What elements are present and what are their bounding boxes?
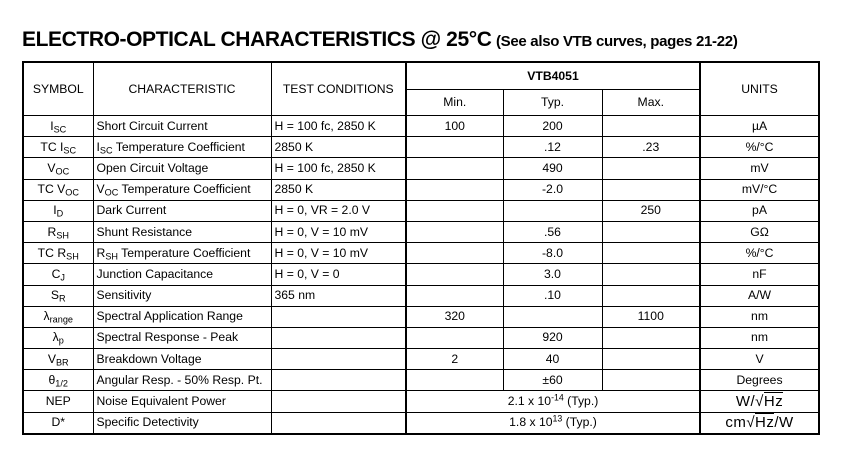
symbol-cell: $\lambda_{range}$ — [23, 306, 93, 327]
table-row — [23, 285, 819, 306]
characteristic-cell: Open Circuit Voltage — [93, 158, 271, 179]
table-row — [23, 179, 819, 200]
max-cell — [602, 349, 700, 370]
min-cell — [406, 264, 503, 285]
min-cell — [406, 221, 503, 242]
symbol-cell: TC $V_{OC}$ — [23, 179, 93, 200]
typ-cell: 920 — [503, 327, 602, 348]
condition-cell: H = 0, VR = 2.0 V — [271, 200, 406, 221]
condition-cell — [271, 327, 406, 348]
unit-cell: W/√Hz — [700, 391, 819, 412]
typ-cell: .12 — [503, 137, 602, 158]
symbol-cell: TC $R_{SH}$ — [23, 243, 93, 264]
page-title — [22, 28, 738, 52]
typ-cell: .56 — [503, 221, 602, 242]
symbol-cell: D* — [23, 412, 93, 434]
table-row — [23, 349, 819, 370]
symbol-cell: $I_{SC}$ — [23, 116, 93, 137]
characteristic-cell: Junction Capacitance — [93, 264, 271, 285]
symbol-cell: $R_{SH}$ — [23, 221, 93, 242]
table-row — [23, 137, 819, 158]
table-row — [23, 116, 819, 137]
condition-cell: 365 nm — [271, 285, 406, 306]
min-cell — [406, 158, 503, 179]
unit-cell: V — [700, 349, 819, 370]
typ-cell: 3.0 — [503, 264, 602, 285]
typ-value-cell: 1.8 x $10^{13}$ (Typ.) — [406, 412, 700, 434]
table-row — [23, 264, 819, 285]
characteristic-cell: Sensitivity — [93, 285, 271, 306]
header-units: UNITS — [700, 62, 819, 116]
table-row — [23, 327, 819, 348]
condition-cell: H = 0, V = 10 mV — [271, 221, 406, 242]
table-row — [23, 243, 819, 264]
characteristic-cell: $R_{SH}$ Temperature Coefficient — [93, 243, 271, 264]
characteristic-cell: Shunt Resistance — [93, 221, 271, 242]
min-cell — [406, 137, 503, 158]
max-cell: 250 — [602, 200, 700, 221]
electro-optical-table — [22, 61, 820, 435]
condition-cell — [271, 349, 406, 370]
max-cell: 1100 — [602, 306, 700, 327]
sqrt-icon: √ — [755, 392, 764, 410]
unit-cell: GΩ — [700, 221, 819, 242]
condition-cell — [271, 370, 406, 391]
header-min: Min. — [406, 90, 503, 116]
unit-cell: A/W — [700, 285, 819, 306]
symbol-cell: $V_{BR}$ — [23, 349, 93, 370]
symbol-cell: $S_R$ — [23, 285, 93, 306]
condition-cell: H = 0, V = 0 — [271, 264, 406, 285]
typ-cell: 490 — [503, 158, 602, 179]
table-row-dstar — [23, 412, 819, 434]
header-characteristic: CHARACTERISTIC — [93, 62, 271, 116]
typ-cell — [503, 306, 602, 327]
unit-cell: cm√Hz/W — [700, 412, 819, 434]
table-row — [23, 370, 819, 391]
max-cell — [602, 370, 700, 391]
symbol-cell: $\theta_{1/2}$ — [23, 370, 93, 391]
max-cell — [602, 116, 700, 137]
unit-cell: pA — [700, 200, 819, 221]
condition-cell: 2850 K — [271, 179, 406, 200]
characteristic-cell: $V_{OC}$ Temperature Coefficient — [93, 179, 271, 200]
header-typ: Typ. — [503, 90, 602, 116]
unit-cell: nm — [700, 306, 819, 327]
typ-cell: -2.0 — [503, 179, 602, 200]
characteristic-cell: Spectral Application Range — [93, 306, 271, 327]
min-cell — [406, 179, 503, 200]
condition-cell: H = 100 fc, 2850 K — [271, 158, 406, 179]
characteristic-cell: Spectral Response - Peak — [93, 327, 271, 348]
min-cell: 320 — [406, 306, 503, 327]
min-cell — [406, 243, 503, 264]
max-cell — [602, 264, 700, 285]
table-row — [23, 306, 819, 327]
characteristic-cell: Dark Current — [93, 200, 271, 221]
typ-cell: ±60 — [503, 370, 602, 391]
symbol-cell: NEP — [23, 391, 93, 412]
condition-cell: H = 0, V = 10 mV — [271, 243, 406, 264]
max-cell — [602, 158, 700, 179]
typ-cell: 200 — [503, 116, 602, 137]
symbol-cell: TC $I_{SC}$ — [23, 137, 93, 158]
unit-cell: nm — [700, 327, 819, 348]
typ-cell — [503, 200, 602, 221]
table-row-nep — [23, 391, 819, 412]
condition-cell — [271, 391, 406, 412]
typ-cell: 40 — [503, 349, 602, 370]
sqrt-icon: √ — [746, 413, 756, 431]
table-body — [23, 116, 819, 434]
characteristic-cell: Noise Equivalent Power — [93, 391, 271, 412]
unit-cell: mV — [700, 158, 819, 179]
unit-cell: mV/°C — [700, 179, 819, 200]
symbol-cell: $C_J$ — [23, 264, 93, 285]
table-row — [23, 158, 819, 179]
min-cell — [406, 327, 503, 348]
table-row — [23, 200, 819, 221]
condition-cell: 2850 K — [271, 137, 406, 158]
unit-cell: %/°C — [700, 137, 819, 158]
symbol-cell: $\lambda_p$ — [23, 327, 93, 348]
condition-cell — [271, 306, 406, 327]
characteristic-cell: Specific Detectivity — [93, 412, 271, 434]
min-cell — [406, 200, 503, 221]
unit-cell: %/°C — [700, 243, 819, 264]
typ-cell: -8.0 — [503, 243, 602, 264]
max-cell — [602, 221, 700, 242]
min-cell — [406, 285, 503, 306]
symbol-cell: $V_{OC}$ — [23, 158, 93, 179]
min-cell: 100 — [406, 116, 503, 137]
header-symbol: SYMBOL — [23, 62, 93, 116]
header-max: Max. — [602, 90, 700, 116]
unit-cell: Degrees — [700, 370, 819, 391]
max-cell — [602, 243, 700, 264]
condition-cell — [271, 412, 406, 434]
characteristic-cell: $I_{SC}$ Temperature Coefficient — [93, 137, 271, 158]
header-test-conditions: TEST CONDITIONS — [271, 62, 406, 116]
min-cell — [406, 370, 503, 391]
title-subtitle: (See also VTB curves, pages 21-22) — [495, 33, 738, 50]
title-main: ELECTRO-OPTICAL CHARACTERISTICS @ 25°C — [22, 28, 492, 51]
unit-cell: µA — [700, 116, 819, 137]
header-model: VTB4051 — [406, 62, 700, 90]
characteristic-cell: Short Circuit Current — [93, 116, 271, 137]
max-cell — [602, 327, 700, 348]
table-row — [23, 221, 819, 242]
max-cell — [602, 179, 700, 200]
characteristic-cell: Angular Resp. - 50% Resp. Pt. — [93, 370, 271, 391]
unit-cell: nF — [700, 264, 819, 285]
min-cell: 2 — [406, 349, 503, 370]
characteristic-cell: Breakdown Voltage — [93, 349, 271, 370]
condition-cell: H = 100 fc, 2850 K — [271, 116, 406, 137]
max-cell — [602, 285, 700, 306]
typ-value-cell: 2.1 x $10^{-14}$ (Typ.) — [406, 391, 700, 412]
typ-cell: .10 — [503, 285, 602, 306]
symbol-cell: $I_D$ — [23, 200, 93, 221]
max-cell: .23 — [602, 137, 700, 158]
